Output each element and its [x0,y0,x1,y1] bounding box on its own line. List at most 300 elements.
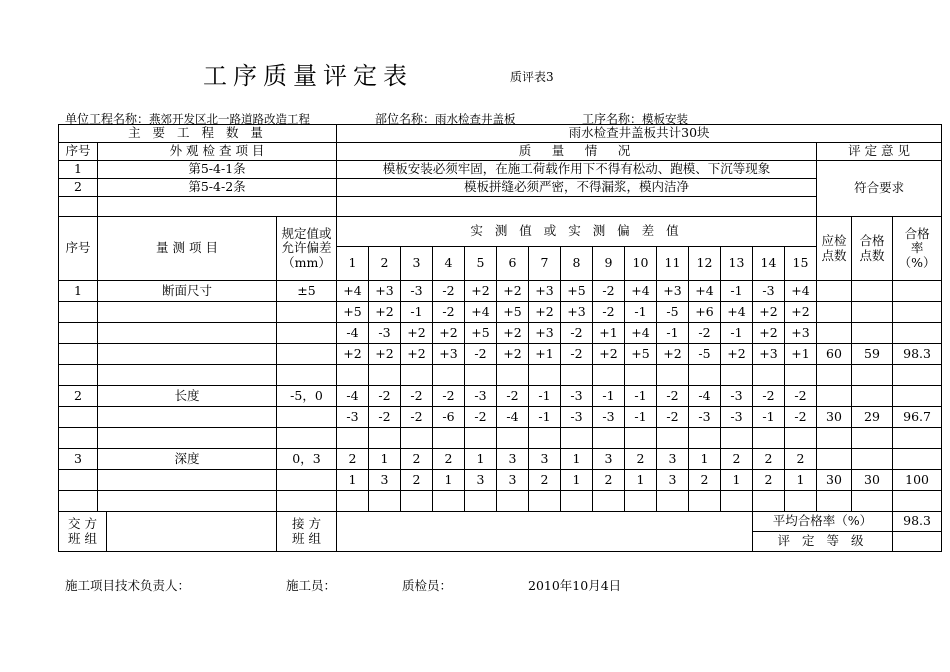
measure-value [721,491,753,512]
measure-value: 2 [401,470,433,491]
passed-points-header: 合格 点数 [852,217,893,281]
column-number: 8 [561,247,593,281]
checked-points [817,491,852,512]
measure-value [433,491,465,512]
measure-value [753,365,785,386]
unit-name-value: 燕郊开发区北一路道路改造工程 [149,112,311,126]
passed-points [852,302,893,323]
measure-item-header: 量 测 项 目 [98,217,277,281]
appearance-blank-row [59,197,942,217]
measure-value [529,428,561,449]
measure-value: -5 [657,302,689,323]
measure-row [59,407,942,428]
measure-value: -2 [401,407,433,428]
measure-value [689,428,721,449]
measure-value: 1 [625,470,657,491]
measure-value: +2 [369,344,401,365]
values-header: 实 测 值 或 实 测 偏 差 值 [337,217,817,247]
main-quantity-row [59,125,942,143]
measure-item [98,407,277,428]
pass-rate: 96.7 [893,407,942,428]
measure-value: -2 [433,281,465,302]
passed-points: 29 [852,407,893,428]
measure-value [785,428,817,449]
measure-value: 3 [593,449,625,470]
measure-value [721,428,753,449]
measure-value [465,365,497,386]
measure-value [465,428,497,449]
measure-row [59,365,942,386]
pass-rate: 100 [893,470,942,491]
measure-row [59,281,942,302]
measure-value: 1 [561,470,593,491]
measure-tolerance [277,302,337,323]
measure-value: -2 [465,344,497,365]
measure-value: 1 [337,470,369,491]
measure-value: -2 [369,386,401,407]
measure-value: 2 [625,449,657,470]
measure-value: -2 [465,407,497,428]
measure-value: -2 [657,386,689,407]
measure-value: -2 [593,302,625,323]
measure-value: 3 [497,470,529,491]
measure-value: -3 [721,407,753,428]
measure-value [625,365,657,386]
measure-value [401,428,433,449]
measure-row [59,302,942,323]
measure-row [59,323,942,344]
hand-over-team-value [107,512,277,552]
measure-value [593,491,625,512]
measure-value: +5 [337,302,369,323]
inspector-label: 质检员： [402,578,453,593]
measure-seq: 1 [59,281,98,302]
checked-points [817,428,852,449]
measure-value: +1 [593,323,625,344]
measure-value: +4 [337,281,369,302]
column-number: 6 [497,247,529,281]
measure-item: 深度 [98,449,277,470]
measure-item [98,470,277,491]
measure-value: -2 [433,302,465,323]
measure-value [785,491,817,512]
measure-value: +2 [785,302,817,323]
measure-value: -1 [657,323,689,344]
measure-value [497,365,529,386]
measure-value: +1 [529,344,561,365]
measure-value: 1 [465,449,497,470]
measure-value: +4 [689,281,721,302]
grade-value [893,532,942,552]
measure-value: +1 [785,344,817,365]
column-number: 11 [657,247,689,281]
measure-seq [59,491,98,512]
measure-value [785,365,817,386]
measure-value: 2 [689,470,721,491]
appearance-header-row [59,143,942,161]
avg-rate-value: 98.3 [893,512,942,532]
measure-value: 1 [433,470,465,491]
measure-value [529,365,561,386]
pass-rate-header: 合格 率 （%） [893,217,942,281]
process-name-value: 模板安装 [642,112,689,126]
take-over-team: 接 方 班 组 [277,512,337,552]
measure-value: -2 [497,386,529,407]
measure-value [465,491,497,512]
column-number: 1 [337,247,369,281]
measure-value: +3 [561,302,593,323]
measure-item [98,491,277,512]
summary-row [59,512,942,532]
measure-value: +2 [337,344,369,365]
measure-value: +2 [465,281,497,302]
measure-value [561,428,593,449]
measure-value [625,428,657,449]
measure-value: -3 [689,407,721,428]
column-number: 14 [753,247,785,281]
measure-value: -2 [657,407,689,428]
measure-value: 3 [657,470,689,491]
pass-rate [893,491,942,512]
measure-value: +4 [721,302,753,323]
appearance-opinion-header: 评 定 意 见 [817,143,942,161]
appearance-row [59,179,942,197]
measure-value: -1 [721,281,753,302]
measure-seq [59,428,98,449]
unit-name-label: 单位工程名称： [65,112,150,126]
measure-value: +2 [753,302,785,323]
measure-value: 2 [721,449,753,470]
avg-rate-label: 平均合格率（%） [753,512,893,532]
measure-row [59,491,942,512]
measure-value [401,491,433,512]
form-title: 工序质量评定表 [203,62,413,90]
column-number: 9 [593,247,625,281]
measure-value: +2 [497,344,529,365]
measure-value: 1 [721,470,753,491]
measure-value: 3 [657,449,689,470]
appearance-status: 模板拼缝必须严密，不得漏浆，模内洁净 [337,179,817,197]
measure-value: 1 [689,449,721,470]
measure-seq [59,365,98,386]
measure-value [593,428,625,449]
measure-value: -1 [721,323,753,344]
measure-value [689,491,721,512]
measure-value: 3 [465,470,497,491]
measure-value: -2 [401,386,433,407]
measure-seq: 2 [59,386,98,407]
measure-value [561,365,593,386]
appearance-item: 第5-4-1条 [98,161,337,179]
measure-value: +2 [721,344,753,365]
passed-points [852,386,893,407]
measure-value: +3 [785,323,817,344]
measure-value: 3 [369,470,401,491]
measure-row [59,386,942,407]
measure-value [369,428,401,449]
measure-value [369,491,401,512]
measure-value: 2 [401,449,433,470]
measure-tolerance: 0，3 [277,449,337,470]
measure-value: 2 [433,449,465,470]
measure-value: -1 [529,407,561,428]
tech-lead-label: 施工项目技术负责人： [65,578,191,593]
measure-value: +4 [785,281,817,302]
measure-value: -3 [561,407,593,428]
pass-rate [893,386,942,407]
measure-value: 3 [497,449,529,470]
measure-value [593,365,625,386]
measure-value: -1 [625,386,657,407]
column-number: 3 [401,247,433,281]
checked-points [817,302,852,323]
worker-label: 施工员： [286,578,337,593]
checked-points [817,281,852,302]
measure-tolerance: -5，0 [277,386,337,407]
measure-value [657,365,689,386]
checked-points [817,449,852,470]
measure-value: 1 [561,449,593,470]
measure-value: -2 [785,386,817,407]
measure-value: -1 [401,302,433,323]
main-quantity-value: 雨水检查井盖板共计30块 [337,125,942,143]
appearance-seq: 1 [59,161,98,179]
measure-tolerance [277,344,337,365]
measure-value: +2 [401,323,433,344]
measure-value [689,365,721,386]
measure-item [98,365,277,386]
appearance-opinion: 符合要求 [817,161,942,217]
checked-points: 30 [817,407,852,428]
measure-value: 2 [337,449,369,470]
measure-value: -1 [625,407,657,428]
measure-value: +3 [433,344,465,365]
measure-value: +3 [369,281,401,302]
passed-points [852,449,893,470]
measure-value: -2 [593,281,625,302]
measure-seq [59,407,98,428]
part-name-value: 雨水检查井盖板 [435,112,516,126]
hand-over-team: 交 方 班 组 [59,512,107,552]
measure-value [753,491,785,512]
column-number: 4 [433,247,465,281]
measure-value: -3 [369,323,401,344]
column-number: 13 [721,247,753,281]
measure-tolerance: ±5 [277,281,337,302]
measure-item: 长度 [98,386,277,407]
measure-value: 2 [593,470,625,491]
measure-item [98,428,277,449]
measure-value: -6 [433,407,465,428]
measure-tolerance [277,323,337,344]
measure-value [497,428,529,449]
measure-tolerance [277,428,337,449]
measure-value: -2 [561,323,593,344]
measure-value: -3 [561,386,593,407]
measure-value: -3 [593,407,625,428]
measure-value: +2 [529,302,561,323]
measure-row [59,470,942,491]
column-number: 5 [465,247,497,281]
form-number: 质评表3 [510,70,554,84]
measure-value: -2 [785,407,817,428]
measure-value: +3 [529,323,561,344]
measure-value: 3 [529,449,561,470]
measure-seq [59,302,98,323]
measure-value: +5 [625,344,657,365]
measure-value [529,491,561,512]
measure-value: -2 [753,386,785,407]
measure-value: +6 [689,302,721,323]
measure-value: +3 [753,344,785,365]
measure-item [98,302,277,323]
pass-rate [893,365,942,386]
checked-points [817,323,852,344]
measure-value: -4 [337,323,369,344]
measure-value: +2 [593,344,625,365]
measure-value [625,491,657,512]
measure-value: -4 [497,407,529,428]
measure-value: +5 [497,302,529,323]
measure-item: 断面尺寸 [98,281,277,302]
measure-tolerance [277,407,337,428]
column-number: 7 [529,247,561,281]
measure-value [337,365,369,386]
measure-value: -4 [689,386,721,407]
measure-value: 1 [369,449,401,470]
measure-value: -4 [337,386,369,407]
measure-row [59,428,942,449]
measure-value: 2 [753,449,785,470]
passed-points [852,365,893,386]
column-number: 12 [689,247,721,281]
measure-value: 1 [785,470,817,491]
measure-value: -5 [689,344,721,365]
measure-value: -1 [753,407,785,428]
measure-value: +2 [369,302,401,323]
measure-value: -2 [369,407,401,428]
tolerance-header: 规定值或 允许偏差 （mm） [277,217,337,281]
pass-rate [893,323,942,344]
measure-value: -3 [401,281,433,302]
pass-rate [893,302,942,323]
measure-value [433,365,465,386]
measure-value: -3 [465,386,497,407]
measure-value: +4 [625,323,657,344]
measure-item [98,344,277,365]
measure-row [59,344,942,365]
measure-value: +2 [657,344,689,365]
passed-points [852,323,893,344]
measure-value: 2 [529,470,561,491]
appearance-row [59,161,942,179]
appearance-status: 模板安装必须牢固，在施工荷载作用下不得有松动、跑模、下沉等现象 [337,161,817,179]
process-name-label: 工序名称： [582,112,643,126]
measure-value [433,428,465,449]
pass-rate [893,281,942,302]
appearance-item: 第5-4-2条 [98,179,337,197]
measure-value: +2 [497,323,529,344]
appearance-item-header: 外 观 检 查 项 目 [98,143,337,161]
measure-value [497,491,529,512]
measure-value: -3 [753,281,785,302]
measure-seq [59,323,98,344]
measure-item [98,323,277,344]
checked-points [817,386,852,407]
measure-value: -1 [593,386,625,407]
measure-row [59,449,942,470]
measure-seq [59,344,98,365]
measure-value [401,365,433,386]
measure-value [369,365,401,386]
measure-value: +4 [465,302,497,323]
passed-points: 30 [852,470,893,491]
measure-value [753,428,785,449]
passed-points [852,281,893,302]
measure-value: +2 [497,281,529,302]
measure-seq-header: 序号 [59,217,98,281]
measure-value: -3 [337,407,369,428]
checked-points [817,365,852,386]
measure-tolerance [277,491,337,512]
appearance-status-header: 质 量 情 况 [337,143,817,161]
measure-value: -3 [721,386,753,407]
measure-value: +3 [657,281,689,302]
measure-value [337,491,369,512]
column-number: 15 [785,247,817,281]
measure-value: +2 [433,323,465,344]
measure-tolerance [277,470,337,491]
appearance-seq: 2 [59,179,98,197]
column-number: 2 [369,247,401,281]
passed-points: 59 [852,344,893,365]
measure-value: -2 [561,344,593,365]
measure-seq: 3 [59,449,98,470]
measure-value: +5 [561,281,593,302]
measure-seq [59,470,98,491]
measure-value: +5 [465,323,497,344]
measure-value: -2 [689,323,721,344]
checked-points-header: 应检 点数 [817,217,852,281]
column-number: 10 [625,247,657,281]
quality-table [58,124,942,552]
measure-value [657,491,689,512]
passed-points [852,428,893,449]
measure-value: +2 [753,323,785,344]
measure-value: 2 [753,470,785,491]
measure-value [337,428,369,449]
measure-value: +4 [625,281,657,302]
appearance-seq-header: 序号 [59,143,98,161]
measure-value: -1 [625,302,657,323]
report-date: 2010年10月4日 [528,578,622,593]
main-quantity-label: 主 要 工 程 数 量 [59,125,337,143]
pass-rate: 98.3 [893,344,942,365]
measure-value: -2 [433,386,465,407]
measure-value: -1 [529,386,561,407]
measure-header-row [59,217,942,247]
measure-value: +2 [401,344,433,365]
pass-rate [893,428,942,449]
take-over-team-value [337,512,753,552]
measure-value: 2 [785,449,817,470]
grade-label: 评 定 等 级 [753,532,893,552]
part-name-label: 部位名称： [375,112,436,126]
checked-points: 30 [817,470,852,491]
pass-rate [893,449,942,470]
measure-value [561,491,593,512]
passed-points [852,491,893,512]
